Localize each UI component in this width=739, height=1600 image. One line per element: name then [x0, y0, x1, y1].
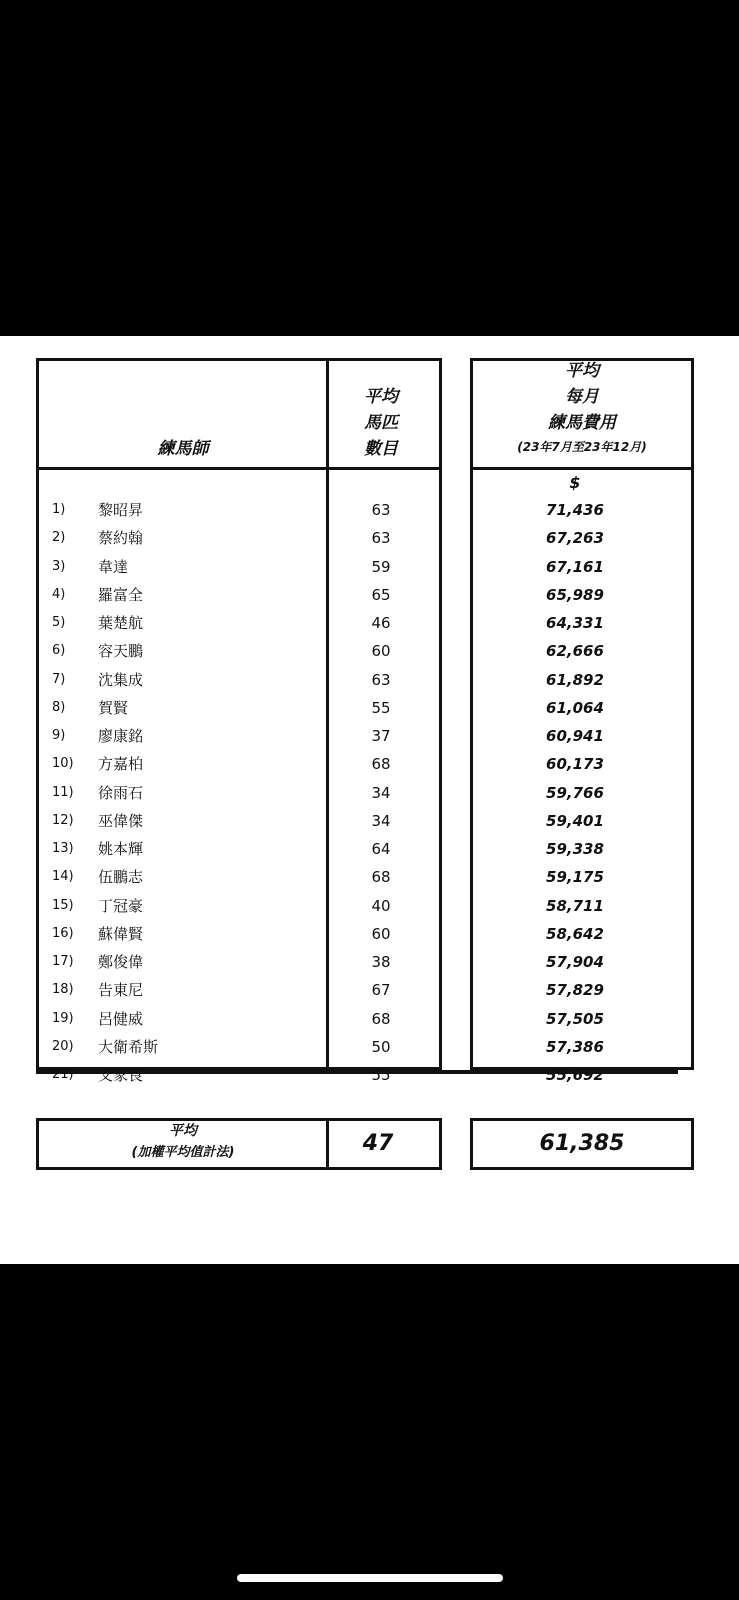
table-row	[0, 779, 739, 807]
table-row	[0, 609, 739, 637]
table-row	[0, 694, 739, 722]
horses-header: 平均 馬匹 數目	[364, 387, 398, 459]
row-trainer: 鄭俊偉	[98, 953, 144, 971]
row-rank: 7)	[52, 671, 66, 687]
table-row	[0, 835, 739, 863]
row-trainer: 姚本輝	[98, 840, 144, 858]
row-horses: 67	[371, 981, 391, 1000]
row-rank: 4)	[52, 586, 66, 602]
table-row	[0, 496, 739, 524]
row-cost: 55,692	[546, 1066, 604, 1084]
row-horses: 37	[371, 727, 391, 745]
row-rank: 16)	[52, 925, 74, 941]
table-row	[0, 948, 739, 976]
row-horses: 55	[371, 698, 391, 717]
row-cost: 61,892	[546, 670, 604, 689]
row-trainer: 文家良	[98, 1066, 144, 1084]
row-horses: 46	[371, 614, 391, 632]
table-row	[0, 637, 739, 665]
row-trainer: 容天鵬	[98, 642, 144, 661]
row-cost: 61,064	[546, 698, 604, 717]
table-row	[0, 976, 739, 1004]
row-cost: 60,941	[546, 727, 604, 745]
row-rank: 8)	[52, 699, 66, 715]
row-trainer: 蔡約翰	[98, 529, 144, 548]
row-horses: 38	[371, 953, 391, 971]
row-cost: 71,436	[546, 501, 604, 519]
totals-horses: 47	[362, 1131, 394, 1156]
table-row	[0, 553, 739, 581]
row-horses: 68	[371, 868, 391, 887]
table-row	[0, 892, 739, 920]
row-cost: 59,338	[546, 840, 604, 858]
row-cost: 59,175	[546, 868, 604, 887]
row-cost: 59,766	[546, 783, 604, 802]
table-row	[0, 920, 739, 948]
row-cost: 65,989	[546, 585, 604, 604]
row-trainer: 巫偉傑	[98, 811, 144, 830]
row-horses: 50	[371, 1037, 391, 1056]
row-trainer: 羅富全	[98, 585, 144, 604]
row-trainer: 韋達	[98, 557, 129, 576]
row-trainer: 大衛希斯	[98, 1037, 159, 1056]
table-row	[0, 524, 739, 552]
totals-cost: 61,385	[539, 1131, 625, 1156]
row-rank: 11)	[52, 784, 74, 800]
row-horses: 60	[371, 924, 391, 943]
row-horses: 63	[371, 670, 391, 689]
table-row	[0, 750, 739, 778]
currency-symbol: $	[569, 473, 581, 492]
row-trainer: 賀賢	[98, 698, 129, 717]
row-horses: 40	[371, 896, 391, 915]
row-cost: 62,666	[546, 642, 604, 661]
row-rank: 5)	[52, 615, 66, 630]
row-trainer: 告東尼	[98, 981, 144, 1000]
row-rank: 17)	[52, 954, 74, 969]
row-trainer: 呂健威	[98, 1009, 144, 1028]
cost-header: 平均 每月 練馬費用 (23年7月至23年12月)	[517, 361, 647, 454]
row-rank: 10)	[52, 756, 74, 772]
row-cost: 67,161	[546, 557, 604, 576]
totals-label: 平均 (加權平均值計法)	[131, 1123, 235, 1160]
row-rank: 2)	[52, 530, 66, 546]
row-rank: 14)	[52, 869, 74, 885]
header-divider-left	[36, 467, 442, 470]
row-trainer: 伍鵬志	[98, 868, 144, 887]
row-rank: 19)	[52, 1010, 74, 1026]
row-horses: 34	[371, 811, 391, 830]
row-horses: 68	[371, 1009, 391, 1028]
row-trainer: 蘇偉賢	[98, 924, 144, 943]
table-row	[0, 722, 739, 750]
row-rank: 21)	[52, 1067, 74, 1082]
row-rank: 18)	[52, 982, 74, 998]
row-horses: 68	[371, 755, 391, 774]
row-cost: 58,711	[546, 896, 604, 915]
document-page	[0, 336, 739, 1264]
row-trainer: 徐雨石	[98, 783, 144, 802]
row-rank: 3)	[52, 558, 66, 574]
row-horses: 55	[371, 1066, 391, 1084]
table-row	[0, 1061, 739, 1089]
row-rank: 12)	[52, 812, 74, 828]
table-row	[0, 863, 739, 891]
row-cost: 57,505	[546, 1009, 604, 1028]
row-cost: 58,642	[546, 924, 604, 943]
row-rank: 9)	[52, 728, 66, 743]
row-horses: 63	[371, 501, 391, 519]
trainer-header: 練馬師	[157, 439, 209, 459]
row-horses: 64	[371, 840, 391, 858]
row-trainer: 方嘉柏	[98, 755, 144, 774]
table-row	[0, 1033, 739, 1061]
totals-column-divider	[326, 1118, 329, 1170]
row-horses: 60	[371, 642, 391, 661]
row-cost: 60,173	[546, 755, 604, 774]
row-rank: 1)	[52, 502, 66, 517]
row-trainer: 廖康銘	[98, 727, 144, 745]
home-indicator[interactable]	[237, 1574, 503, 1582]
row-horses: 34	[371, 783, 391, 802]
row-rank: 13)	[52, 841, 74, 856]
row-cost: 67,263	[546, 529, 604, 548]
row-rank: 15)	[52, 897, 74, 913]
row-trainer: 黎昭昇	[98, 501, 144, 519]
row-trainer: 丁冠豪	[98, 896, 144, 915]
table-row	[0, 1005, 739, 1033]
row-rank: 6)	[52, 643, 66, 659]
row-rank: 20)	[52, 1038, 74, 1054]
row-trainer: 沈集成	[98, 670, 144, 689]
row-horses: 63	[371, 529, 391, 548]
row-cost: 57,904	[546, 953, 604, 971]
row-horses: 59	[371, 557, 391, 576]
table-row	[0, 581, 739, 609]
row-cost: 59,401	[546, 811, 604, 830]
table-row	[0, 807, 739, 835]
table-row	[0, 666, 739, 694]
row-trainer: 葉楚航	[98, 614, 144, 632]
row-cost: 64,331	[546, 614, 604, 632]
row-cost: 57,829	[546, 981, 604, 1000]
row-cost: 57,386	[546, 1037, 604, 1056]
row-horses: 65	[371, 585, 391, 604]
